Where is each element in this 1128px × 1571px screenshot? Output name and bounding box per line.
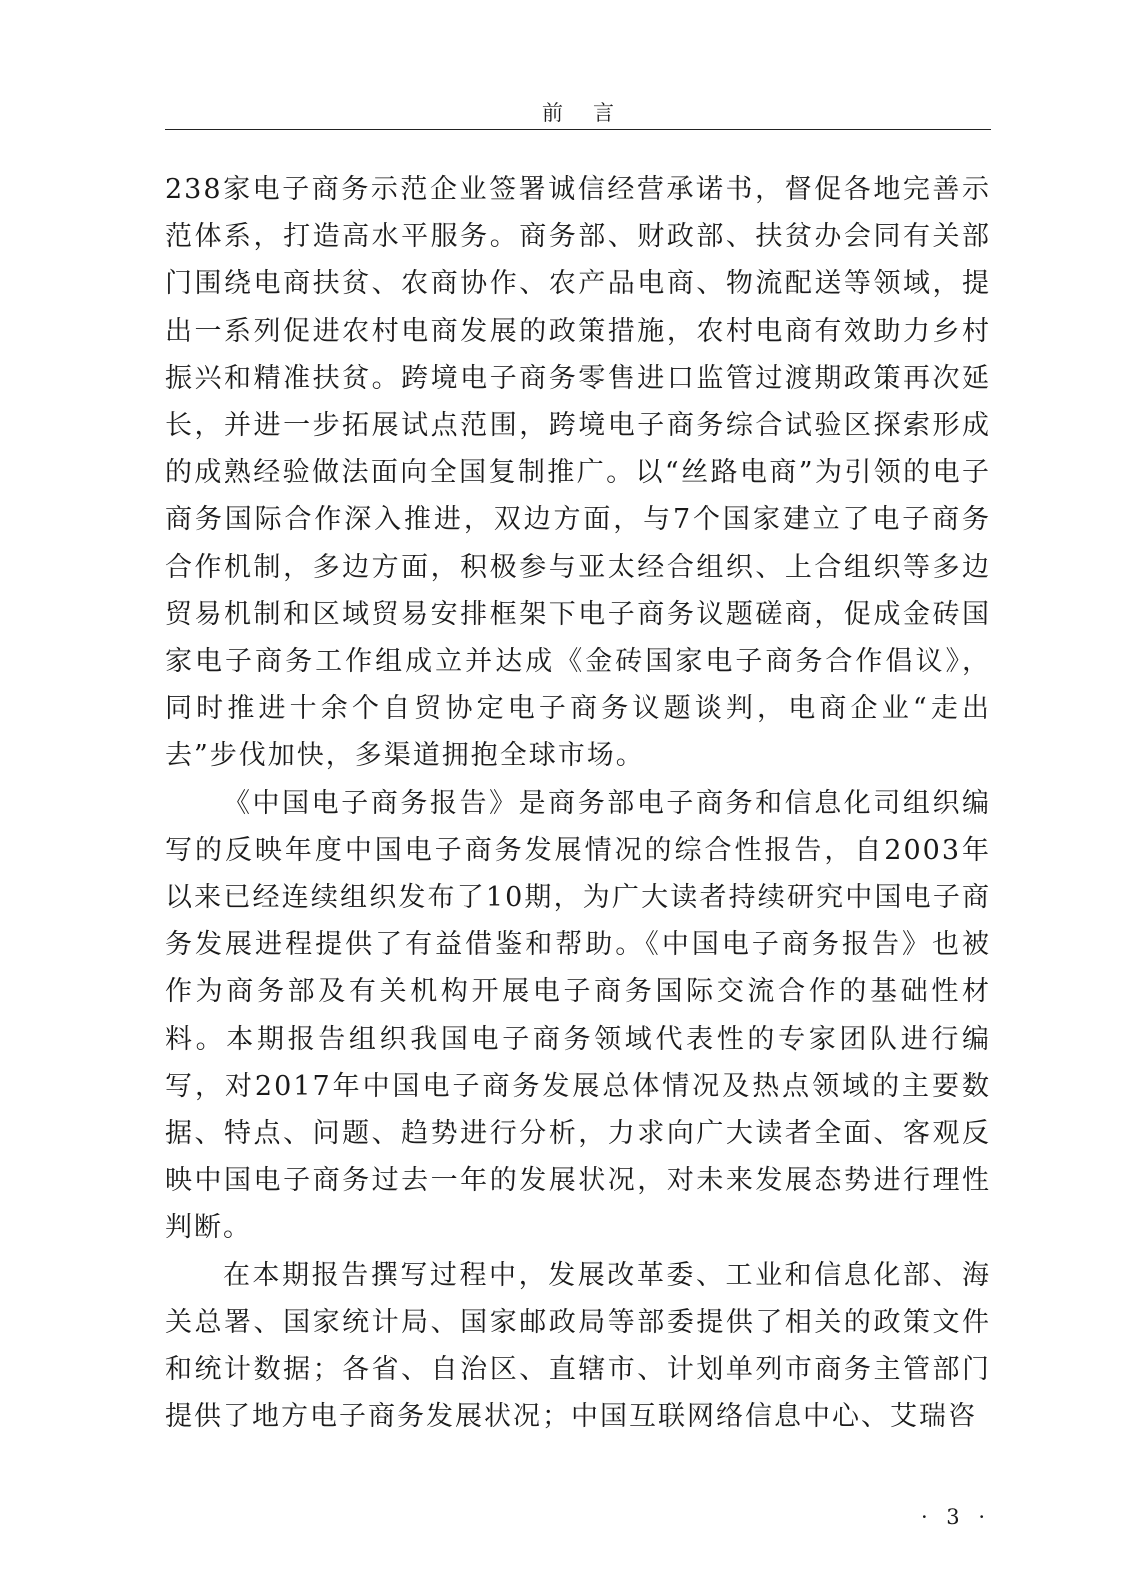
body-text [165,166,991,1440]
paragraph-report-intro: 《中国电子商务报告》是商务部电子商务和信息化司组织编写的反映年度中国电子商务发展情况的综合性报告，自2003年以来已经连续组织发布了10期，为广大读者持续研究中国电子商务发展进程提供了有益借鉴和帮助。《中国电子商务报告》也被作为商务部及有关机构开展电子商务国际交流合作的基础性材料。本期报告组织我国电子商务领域代表性的专家团队进行编写，对2017年中国电子商务发展总体情况及热点领域的主要数据、特点、问题、趋势进行分析，力求向广大读者全面、客观反映中国电子商务过去一年的发展状况，对未来发展态势进行理性判断。 [165,787,991,1244]
paragraph-continuation: 238家电子商务示范企业签署诚信经营承诺书，督促各地完善示范体系，打造高水平服务。商务部、财政部、扶贫办会同有关部门围绕电商扶贫、农商协作、农产品电商、物流配送等领域，提出一系列促进农村电商发展的政策措施，农村电商有效助力乡村振兴和精准扶贫。跨境电子商务零售进口监管过渡期政策再次延长，并进一步拓展试点范围，跨境电子商务综合试验区探索形成的成熟经验做法面向全国复制推广。以“丝路电商”为引领的电子商务国际合作深入推进，双边方面，与7个国家建立了电子商务合作机制，多边方面，积极参与亚太经合组织、上合组织等多边贸易机制和区域贸易安排框架下电子商务议题磋商，促成金砖国家电子商务工作组成立并达成《金砖国家电子商务合作倡议》，同时推进十余个自贸协定电子商务议题谈判，电商企业“走出去”步伐加快，多渠道拥抱全球市场。 [165,174,991,772]
running-header: 前言 [542,101,644,125]
page-number: · 3 · [920,1505,991,1529]
paragraph-acknowledgements: 在本期报告撰写过程中，发展改革委、工业和信息化部、海关总署、国家统计局、国家邮政局等部委提供了相关的政策文件和统计数据；各省、自治区、直辖市、计划单列市商务主管部门提供了地方电子商务发展状况；中国互联网络信息中心、艾瑞咨 [165,1259,991,1433]
header-rule [165,129,991,130]
